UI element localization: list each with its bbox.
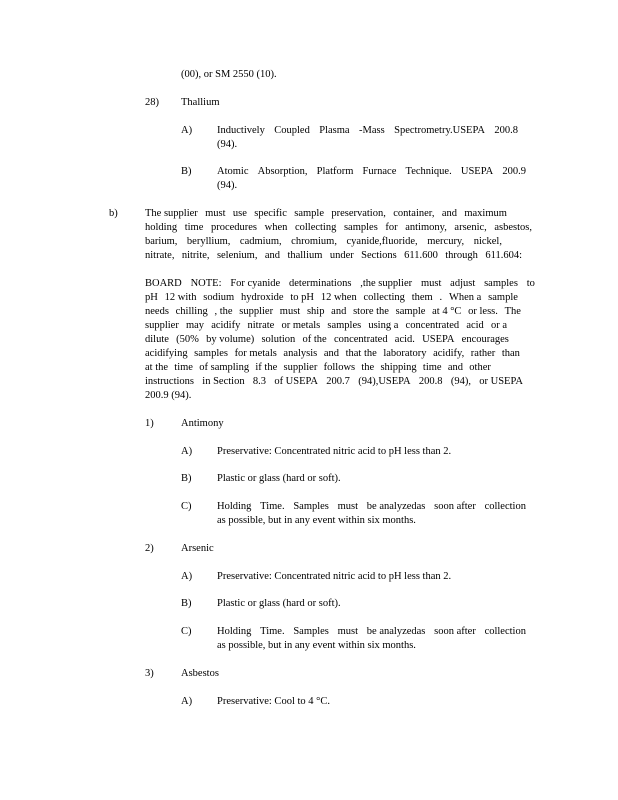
word: them <box>411 292 433 303</box>
word: specific <box>254 208 287 219</box>
word: Sections <box>361 250 397 261</box>
sub-item-text <box>217 500 526 514</box>
word: that the <box>345 348 377 359</box>
word: supplier <box>283 362 318 373</box>
word: selenium, <box>216 250 258 261</box>
word: beryllium, <box>186 236 231 247</box>
word: hydroxide <box>241 292 284 303</box>
word: shipping <box>380 362 417 373</box>
word: collection <box>484 501 526 512</box>
word: Time. <box>260 626 285 637</box>
board-note-line <box>145 333 509 347</box>
paragraph-line <box>145 235 502 249</box>
word: time <box>174 362 193 373</box>
paragraph-line <box>145 249 522 263</box>
word: chilling <box>175 306 208 317</box>
word: determinations <box>289 278 352 289</box>
word: maximum <box>464 208 507 219</box>
board-note-line <box>145 291 518 305</box>
word: holding <box>145 222 178 233</box>
word: adjust <box>450 278 476 289</box>
word: 8.3 <box>252 376 267 387</box>
word: mercury, <box>427 236 465 247</box>
word: time <box>422 362 442 373</box>
word: must <box>279 306 301 317</box>
word: Atomic <box>217 166 249 177</box>
word: or USEPA <box>479 376 523 387</box>
word: time <box>184 222 204 233</box>
word: and <box>447 362 464 373</box>
word: sample <box>294 208 324 219</box>
sub-item-letter: A) <box>181 125 193 136</box>
board-note-line: 200.9 (94). <box>145 390 192 401</box>
word: store the <box>353 306 389 317</box>
word: samples <box>194 348 228 359</box>
sub-item-text: Preservative: Cool to 4 °C. <box>217 696 330 707</box>
word: be analyzedas <box>366 626 426 637</box>
word: if the <box>255 362 278 373</box>
sub-item-letter: A) <box>181 696 193 707</box>
word: barium, <box>145 236 178 247</box>
word: USEPA <box>460 166 494 177</box>
sub-item-text: Plastic or glass (hard or soft). <box>217 473 341 484</box>
word: or metals <box>281 320 321 331</box>
item-number: 28) <box>145 97 159 108</box>
word: Spectrometry.USEPA <box>394 125 485 136</box>
word: other <box>469 362 491 373</box>
item-title: Antimony <box>181 418 224 429</box>
word: under <box>329 250 354 261</box>
word: Samples <box>293 501 329 512</box>
word: collection <box>484 626 526 637</box>
word: 611.600 <box>404 250 438 261</box>
sub-item-text <box>217 124 518 138</box>
board-note-line <box>145 347 520 361</box>
word: Samples <box>293 626 329 637</box>
word: For cyanide <box>230 278 281 289</box>
word: may <box>185 320 205 331</box>
word: solution <box>261 334 296 345</box>
word: using a <box>368 320 399 331</box>
board-note-line <box>145 361 491 375</box>
item-title: Arsenic <box>181 543 214 554</box>
word: NOTE: <box>190 278 222 289</box>
word: Furnace <box>362 166 397 177</box>
word: BOARD <box>145 278 182 289</box>
board-note-line <box>145 375 523 389</box>
word: chromium, <box>291 236 337 247</box>
sub-item-letter: C) <box>181 626 192 637</box>
word: 200.9 <box>502 166 526 177</box>
sub-item-text: Preservative: Concentrated nitric acid to pH less than 2. <box>217 571 452 582</box>
word: soon after <box>434 626 476 637</box>
word: supplier <box>239 306 274 317</box>
word: and <box>264 250 281 261</box>
word: rather <box>470 348 496 359</box>
word: acid. <box>394 334 415 345</box>
word: sample <box>395 306 426 317</box>
word: USEPA <box>422 334 455 345</box>
word: or a <box>490 320 507 331</box>
word: and <box>441 208 457 219</box>
word: nitrate, <box>145 250 175 261</box>
word: or less. <box>468 306 498 317</box>
word: soon after <box>434 501 476 512</box>
word: in Section <box>202 376 245 387</box>
word: sodium <box>203 292 235 303</box>
word: nitrate <box>247 320 275 331</box>
sub-item-letter: B) <box>181 473 192 484</box>
word: thallium <box>287 250 323 261</box>
word: and <box>331 306 347 317</box>
word: for <box>385 222 398 233</box>
word: follows <box>323 362 356 373</box>
sub-item-text: Plastic or glass (hard or soft). <box>217 598 341 609</box>
word: concentrated <box>405 320 460 331</box>
word: sample <box>488 292 518 303</box>
board-note-line <box>145 305 521 319</box>
word: cyanide,fluoride, <box>346 236 418 247</box>
word: The <box>504 306 521 317</box>
word: Technique. <box>405 166 452 177</box>
word: 12 when <box>320 292 357 303</box>
sub-item-text: as possible, but in any event within six months. <box>217 515 416 526</box>
word: . <box>439 292 443 303</box>
word: The supplier <box>145 208 198 219</box>
word: cadmium, <box>239 236 282 247</box>
sub-item-text <box>217 625 526 639</box>
word: by volume) <box>206 334 255 345</box>
word: of the <box>302 334 327 345</box>
item-title: Thallium <box>181 97 220 108</box>
word: nickel, <box>473 236 502 247</box>
sub-item-text: (94). <box>217 180 238 191</box>
board-note-line <box>145 319 507 333</box>
item-number: 2) <box>145 543 154 554</box>
sub-item-text: Preservative: Concentrated nitric acid to pH less than 2. <box>217 446 452 457</box>
word: must <box>337 501 359 512</box>
word: asbestos, <box>494 222 532 233</box>
word: (50% <box>176 334 199 345</box>
word: for metals <box>234 348 277 359</box>
sub-item-text: (94). <box>217 139 238 150</box>
word: instructions <box>145 376 194 387</box>
word: laboratory <box>383 348 427 359</box>
word: than <box>501 348 520 359</box>
word: encourages <box>461 334 509 345</box>
word: Inductively <box>217 125 265 136</box>
word: through <box>445 250 478 261</box>
word: to pH <box>290 292 315 303</box>
word: collecting <box>363 292 405 303</box>
paragraph-line <box>145 221 532 235</box>
word: 200.8 <box>418 376 443 387</box>
word: when <box>264 222 288 233</box>
word: Holding <box>217 501 252 512</box>
word: samples <box>484 278 518 289</box>
word: 200.7 <box>326 376 350 387</box>
word: ship <box>306 306 325 317</box>
word: When a <box>448 292 482 303</box>
word: analysis <box>283 348 318 359</box>
word: Time. <box>260 501 285 512</box>
word: -Mass <box>359 125 385 136</box>
word: must <box>420 278 442 289</box>
word: nitrite, <box>181 250 210 261</box>
word: dilute <box>145 334 169 345</box>
word: 12 with <box>164 292 197 303</box>
word: and <box>323 348 339 359</box>
word: 200.8 <box>494 125 518 136</box>
word: acidify, <box>433 348 465 359</box>
word: Holding <box>217 626 252 637</box>
word: Absorption, <box>257 166 308 177</box>
sub-item-text: as possible, but in any event within six months. <box>217 640 416 651</box>
word: procedures <box>210 222 258 233</box>
word: to <box>526 278 535 289</box>
item-number: 3) <box>145 668 154 679</box>
word: arsenic, <box>454 222 487 233</box>
item-number: 1) <box>145 418 154 429</box>
word: Plasma <box>319 125 350 136</box>
item-title: Asbestos <box>181 668 219 679</box>
word: must <box>337 626 359 637</box>
word: , the <box>214 306 233 317</box>
sub-item-letter: B) <box>181 598 192 609</box>
word: samples <box>327 320 362 331</box>
word: the <box>361 362 375 373</box>
sub-item-letter: A) <box>181 446 193 457</box>
continuation-line: (00), or SM 2550 (10). <box>181 69 277 80</box>
word: antimony, <box>405 222 447 233</box>
word: Coupled <box>274 125 310 136</box>
word: use <box>232 208 247 219</box>
board-note-line <box>145 277 535 291</box>
word: (94), <box>450 376 471 387</box>
word: supplier <box>145 320 179 331</box>
word: ,the supplier <box>360 278 413 289</box>
word: acidifying <box>145 348 188 359</box>
word: preservation, <box>331 208 386 219</box>
word: container, <box>393 208 435 219</box>
word: of sampling <box>199 362 250 373</box>
word: at the <box>145 362 169 373</box>
word: collecting <box>294 222 337 233</box>
word: concentrated <box>333 334 388 345</box>
word: Platform <box>316 166 354 177</box>
word: (94),USEPA <box>358 376 411 387</box>
section-letter: b) <box>109 208 118 219</box>
word: needs <box>145 306 169 317</box>
word: at 4 °C <box>432 306 462 317</box>
word: be analyzedas <box>366 501 426 512</box>
word: acid <box>466 320 484 331</box>
word: acidify <box>211 320 241 331</box>
sub-item-text <box>217 165 526 179</box>
sub-item-letter: C) <box>181 501 192 512</box>
word: samples <box>343 222 378 233</box>
sub-item-letter: B) <box>181 166 192 177</box>
word: 611.604: <box>485 250 522 261</box>
word: must <box>205 208 226 219</box>
word: pH <box>145 292 158 303</box>
paragraph-line <box>145 207 507 221</box>
word: of USEPA <box>274 376 318 387</box>
sub-item-letter: A) <box>181 571 193 582</box>
